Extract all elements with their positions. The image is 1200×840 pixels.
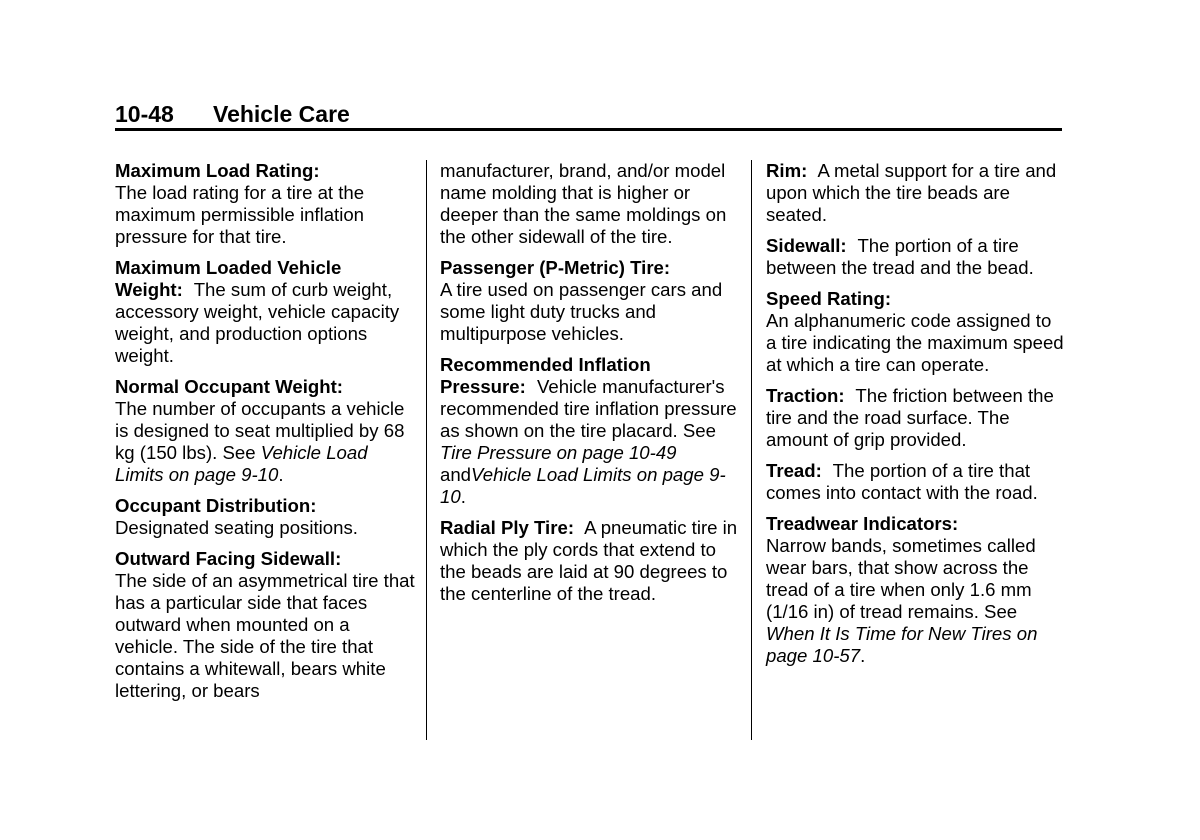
section-title: Vehicle Care (213, 101, 350, 127)
term: Traction (766, 385, 839, 406)
definition: Designated seating positions. (115, 517, 358, 538)
definition: A metal support for a tire and upon which the tire beads are seated. (766, 160, 1057, 225)
term-colon: : (884, 288, 892, 309)
term-colon: : (815, 460, 822, 481)
entry-traction (766, 385, 1066, 451)
entry-tread (766, 460, 1066, 504)
column-divider-1 (426, 160, 427, 740)
term-colon: : (335, 548, 342, 569)
term-colon: : (313, 160, 320, 181)
term: Rim (766, 160, 802, 181)
column-2 (440, 160, 740, 614)
definition-end: . (460, 486, 466, 507)
entry-treadwear-indicators (766, 513, 1066, 667)
entry-maximum-load-rating (115, 160, 415, 248)
definition-end: . (278, 464, 284, 485)
column-3 (766, 160, 1066, 676)
definition: The side of an asymmetrical tire that has a particular side that faces outward when mounted on a vehicle. The side of the tire that contains a whitewall, bears white lettering, or bears (115, 570, 415, 701)
definition: The load rating for a tire at the maximum permissible inflation pressure for that tire. (115, 182, 365, 247)
definition: The portion of a tire between the tread and the bead. (766, 235, 1034, 278)
term: Tread (766, 460, 816, 481)
entry-rim (766, 160, 1066, 226)
entry-recommended-inflation-pressure (440, 354, 740, 508)
entry-normal-occupant-weight (115, 376, 415, 486)
definition: manufacturer, brand, and/or model name molding that is higher or deeper than the same moldings on the other sidewall of the tire. (440, 160, 727, 247)
definition: An alphanumeric code assigned to a tire indicating the maximum speed at which a tire can operate. (766, 310, 1064, 375)
header-rule (115, 128, 1062, 131)
term: Passenger (P-Metric) Tire (440, 257, 664, 278)
term: Radial Ply Tire (440, 517, 568, 538)
entry-sidewall (766, 235, 1066, 279)
definition-mid: and (440, 464, 472, 485)
term-colon: : (176, 279, 183, 300)
entry-outward-facing-sidewall (115, 548, 415, 702)
cross-reference: Tire Pressure on page 10-49 (440, 442, 677, 463)
term: Normal Occupant Weight (115, 376, 337, 397)
entry-passenger-tire (440, 257, 740, 345)
definition: Vehicle manufacturer's recommended tire inflation pressure as shown on the tire placard. See (440, 376, 737, 441)
definition: A tire used on passenger cars and some light duty trucks and multipurpose vehicles. (440, 279, 723, 344)
entry-occupant-distribution (115, 495, 415, 539)
page-number: 10-48 (115, 101, 174, 127)
term-colon: : (801, 160, 808, 181)
term: Speed Rating (766, 288, 885, 309)
term-colon: : (840, 235, 847, 256)
column-divider-2 (751, 160, 752, 740)
definition: The sum of curb weight, accessory weight, vehicle capacity weight, and production options weight. (115, 279, 400, 366)
entry-speed-rating (766, 288, 1066, 376)
term-colon: : (952, 513, 959, 534)
entry-maximum-loaded-vehicle-weight (115, 257, 415, 367)
cross-reference: When It Is Time for New Tires on page 10-57 (766, 623, 1038, 666)
page-header (115, 101, 1062, 131)
definition: The number of occupants a vehicle is designed to seat multiplied by 68 kg (150 lbs). See (115, 398, 405, 463)
term: Occupant Distribution (115, 495, 311, 516)
column-1 (115, 160, 415, 711)
term-colon: : (838, 385, 845, 406)
term-colon: : (567, 517, 575, 538)
term: Recommended Inflation Pressure (440, 354, 651, 397)
definition-end: . (860, 645, 866, 666)
definition: Narrow bands, sometimes called wear bars, that show across the tread of a tire when only 1.6 mm (1/16 in) of tread remains. See (766, 535, 1036, 622)
term-colon: : (310, 495, 317, 516)
entry-radial-ply-tire (440, 517, 740, 605)
term: Maximum Load Rating (115, 160, 314, 181)
term: Treadwear Indicators (766, 513, 953, 534)
entry-continuation (440, 160, 740, 248)
term: Maximum Loaded Vehicle Weight (115, 257, 342, 300)
cross-reference: Vehicle Load Limits on page 9-10 (440, 464, 726, 507)
definition: A pneumatic tire in which the ply cords that extend to the beads are laid at 90 degrees to the centerline of the tread. (440, 517, 738, 604)
term-colon: : (663, 257, 671, 278)
term: Outward Facing Sidewall (115, 548, 336, 569)
term-colon: : (336, 376, 343, 397)
cross-reference: Vehicle Load Limits on page 9-10 (115, 442, 368, 485)
definition: The portion of a tire that comes into contact with the road. (766, 460, 1038, 503)
definition: The friction between the tire and the road surface. The amount of grip provided. (766, 385, 1054, 450)
term-colon: : (519, 376, 526, 397)
term: Sidewall (766, 235, 841, 256)
